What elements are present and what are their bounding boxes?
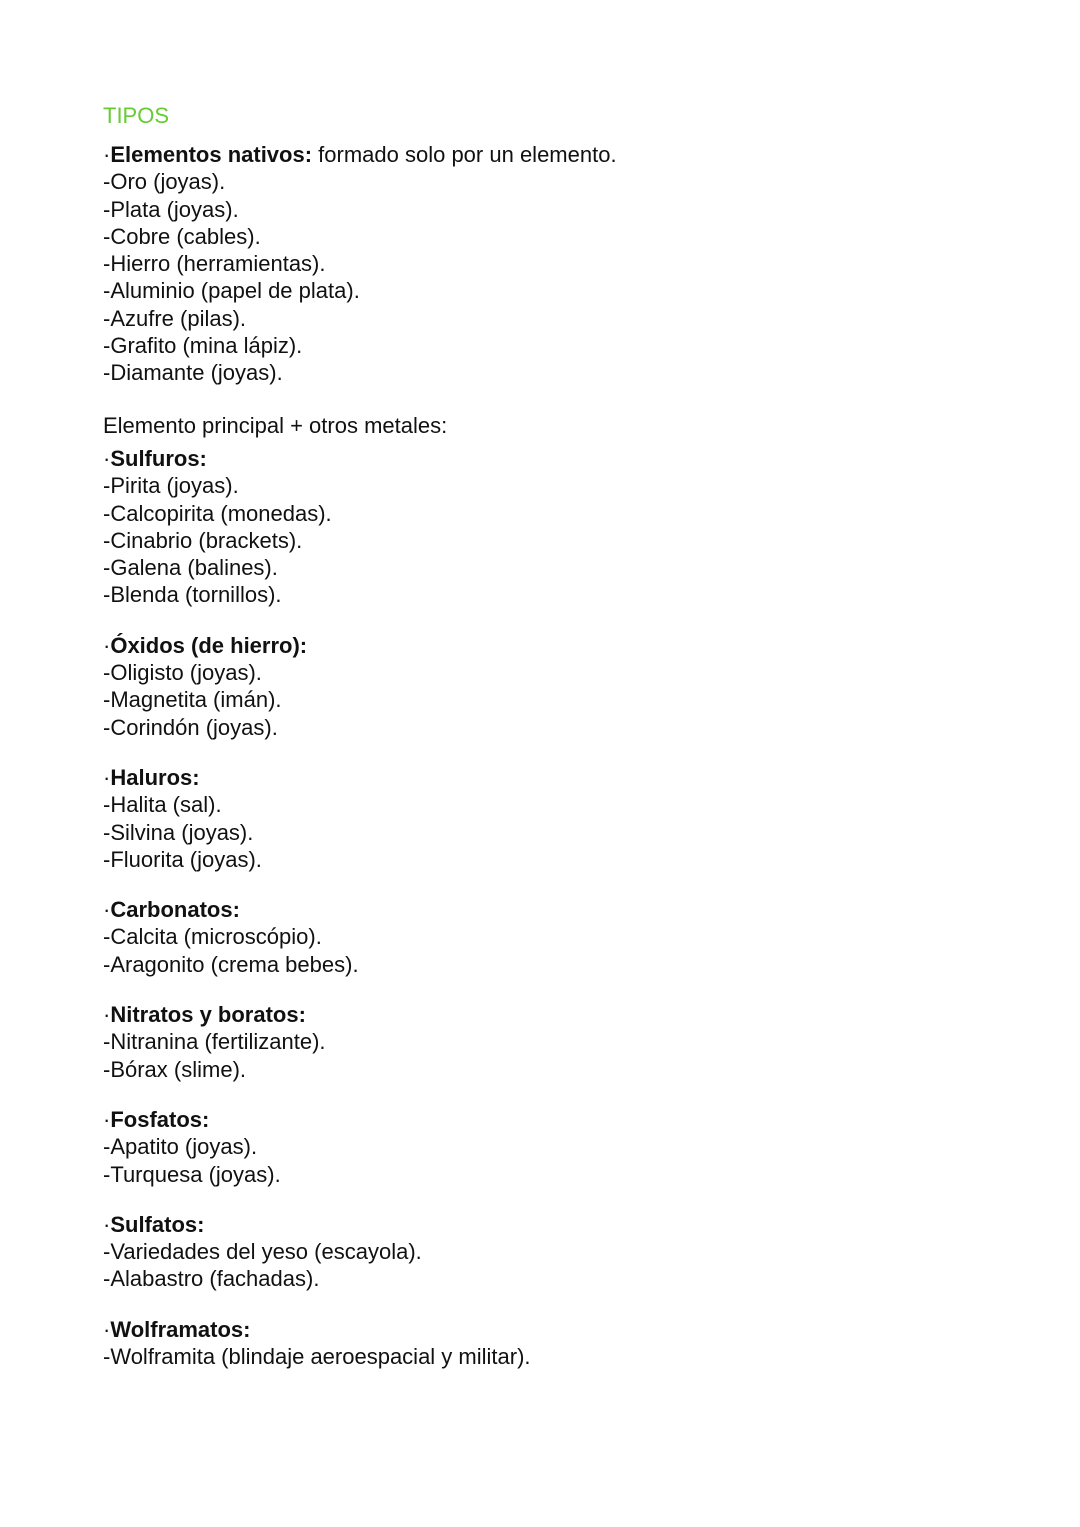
bullet: ·	[103, 632, 111, 658]
intro-text: Elemento principal + otros metales:	[103, 412, 448, 438]
list-item: -Fluorita (joyas).	[103, 846, 262, 872]
section-title-line	[103, 632, 1003, 659]
section-title: Fosfatos:	[110, 1106, 210, 1132]
bullet: ·	[103, 1211, 111, 1237]
bullet: ·	[103, 1002, 111, 1028]
section-haluros	[103, 764, 1003, 873]
section-title-line	[103, 445, 1003, 472]
section-title: Sulfuros:	[110, 445, 207, 471]
section-title: Óxidos (de hierro):	[110, 632, 308, 658]
section-carbonatos	[103, 896, 1003, 978]
list-item: -Blenda (tornillos).	[103, 582, 282, 608]
list-item: -Grafito (mina lápiz).	[103, 333, 303, 359]
bullet: ·	[103, 445, 111, 471]
list-item: -Cinabrio (brackets).	[103, 527, 303, 553]
bullet: ·	[103, 764, 111, 790]
list-item: -Azufre (pilas).	[103, 305, 247, 331]
bullet: ·	[103, 1316, 111, 1342]
section-title: Carbonatos:	[110, 897, 240, 923]
list-item: -Magnetita (imán).	[103, 687, 282, 713]
bullet: ·	[103, 142, 111, 167]
section-title-line	[103, 896, 1003, 923]
section-title-line	[103, 1106, 1003, 1133]
list-item: -Alabastro (fachadas).	[103, 1266, 320, 1292]
list-item: -Pirita (joyas).	[103, 473, 239, 499]
list-item: -Oro (joyas).	[103, 169, 226, 195]
section-title-line	[103, 764, 1003, 791]
section-title-line	[103, 1316, 1003, 1343]
section-title: Haluros:	[110, 764, 200, 790]
list-item: -Halita (sal).	[103, 792, 222, 818]
section-oxidos	[103, 632, 1003, 741]
list-item: -Oligisto (joyas).	[103, 660, 262, 686]
bullet: ·	[103, 1106, 111, 1132]
list-item: -Apatito (joyas).	[103, 1134, 258, 1160]
section-sulfatos	[103, 1211, 1003, 1293]
section-title: Wolframatos:	[110, 1316, 251, 1342]
section-wolframatos	[103, 1316, 1003, 1371]
bullet: ·	[103, 897, 111, 923]
list-item: -Plata (joyas).	[103, 196, 239, 222]
section-title: Sulfatos:	[110, 1211, 205, 1237]
list-item: -Cobre (cables).	[103, 223, 261, 249]
section-title: Nitratos y boratos:	[110, 1002, 306, 1028]
section-title-line	[103, 141, 1003, 168]
section-fosfatos	[103, 1106, 1003, 1188]
list-item: -Variedades del yeso (escayola).	[103, 1239, 422, 1265]
section-heading: TIPOS	[103, 103, 170, 128]
section-elementos-nativos	[103, 141, 1003, 387]
list-item: -Nitranina (fertilizante).	[103, 1029, 326, 1055]
list-item: -Silvina (joyas).	[103, 819, 254, 845]
document-page	[103, 101, 1003, 1370]
section-sulfuros	[103, 445, 1003, 609]
list-item: -Galena (balines).	[103, 555, 278, 581]
list-item: -Aragonito (crema bebes).	[103, 951, 359, 977]
section-nitratos-boratos	[103, 1001, 1003, 1083]
section-title-line	[103, 1211, 1003, 1238]
list-item: -Calcita (microscópio).	[103, 924, 322, 950]
list-item: -Calcopirita (monedas).	[103, 500, 332, 526]
section-description: formado solo por un elemento.	[312, 142, 617, 167]
list-item: -Corindón (joyas).	[103, 714, 278, 740]
list-item: -Aluminio (papel de plata).	[103, 278, 360, 304]
list-item: -Wolframita (blindaje aeroespacial y militar).	[103, 1343, 531, 1369]
list-item: -Diamante (joyas).	[103, 360, 283, 386]
list-item: -Turquesa (joyas).	[103, 1161, 281, 1187]
list-item: -Hierro (herramientas).	[103, 251, 326, 277]
list-item: -Bórax (slime).	[103, 1056, 247, 1082]
section-title-line	[103, 1001, 1003, 1028]
section-title: Elementos nativos:	[110, 142, 313, 167]
